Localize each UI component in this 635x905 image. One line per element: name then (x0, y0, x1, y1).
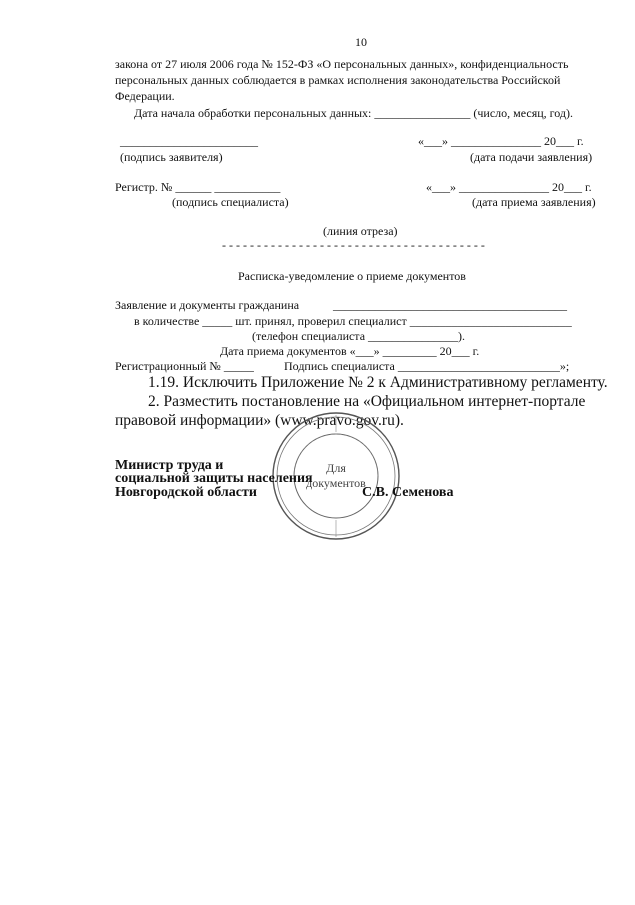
stamp-text-1: Для (326, 461, 346, 475)
intro-line-2: персональных данных соблюдается в рамках исполнения законодательства Российской (115, 73, 561, 87)
receipt-title: Расписка-уведомление о приеме документов (238, 269, 466, 283)
applicant-signature-line: _______________________ (120, 134, 258, 148)
page-number: 10 (355, 35, 367, 49)
specialist-signature-caption: (подпись специалиста) (172, 195, 289, 209)
receipt-line-5-right: Подпись специалиста ___________________________»; (284, 359, 570, 373)
receipt-line-1-blank: _______________________________________ (333, 298, 567, 312)
cut-line-label: (линия отреза) (323, 224, 398, 238)
acceptance-date-caption: (дата приема заявления) (472, 195, 596, 209)
intro-line-1: закона от 27 июля 2006 года № 152-ФЗ «О персональных данных», конфиденциальность (115, 57, 569, 71)
cut-line-dashes: - - - - - - - - - - - - - - - - - - - - - - - - - - - - - - - - - - - - - - (222, 238, 485, 252)
acceptance-date-line: «___» _______________ 20___ г. (426, 180, 592, 194)
receipt-line-4: Дата приема документов «___» _________ 20___ г. (220, 344, 480, 358)
submission-date-line: «___» _______________ 20___ г. (418, 134, 584, 148)
signatory-name: С.В. Семенова (362, 485, 454, 500)
receipt-line-3: (телефон специалиста _______________). (252, 329, 466, 343)
signatory-title-3: Новгородской области (115, 485, 257, 500)
receipt-line-5-left: Регистрационный № _____ (115, 359, 254, 373)
receipt-line-2: в количестве _____ шт. принял, проверил специалист ___________________________ (134, 314, 572, 328)
processing-start-date: Дата начала обработки персональных данных: ________________ (число, месяц, год). (134, 106, 574, 120)
intro-line-3: Федерации. (115, 89, 175, 103)
clause-1-19: 1.19. Исключить Приложение № 2 к Административному регламенту. (148, 374, 608, 391)
signatory-title-2: социальной защиты населения (115, 471, 313, 486)
clause-2-line-2: правовой информации» (www.pravo.gov.ru). (115, 412, 404, 429)
clause-2-line-1: 2. Разместить постановление на «Официальном интернет-портале (148, 393, 586, 410)
registration-line: Регистр. № ______ ___________ (115, 180, 281, 194)
applicant-signature-caption: (подпись заявителя) (120, 150, 223, 164)
receipt-line-1-label: Заявление и документы гражданина (115, 298, 300, 312)
signatory-title-1: Министр труда и (115, 458, 224, 473)
stamp-text-2: документов (306, 476, 366, 490)
submission-date-caption: (дата подачи заявления) (470, 150, 593, 164)
